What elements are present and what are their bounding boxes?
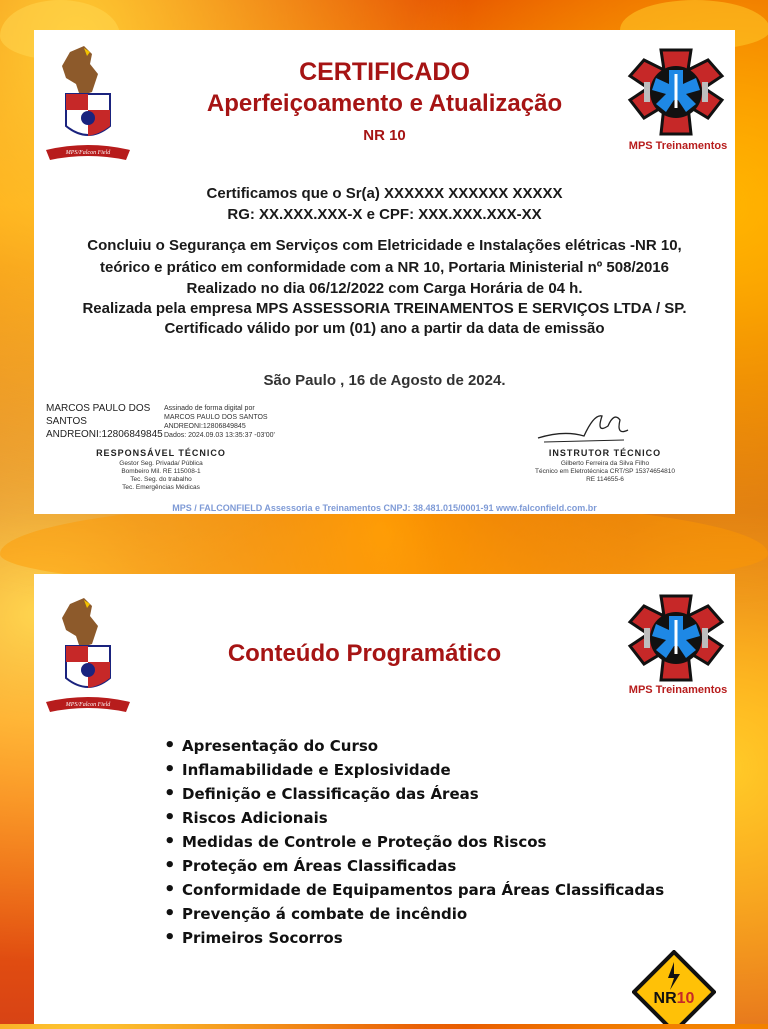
list-item: • Conformidade de Equipamentos para Áreas Classificadas	[182, 878, 664, 902]
content-list	[162, 734, 664, 950]
documents-line: RG: XX.XXX.XXX-X e CPF: XXX.XXX.XXX-XX	[227, 206, 542, 223]
content-card	[34, 574, 735, 1024]
list-item: • Definição e Classificação das Áreas	[182, 782, 664, 806]
recipient-line: Certificamos que o Sr(a) XXXXXX XXXXXX XXXXX	[206, 185, 563, 202]
brand-left-label: MPS/Falcon Field	[65, 150, 111, 156]
brand-left-label: MPS/Falcon Field	[65, 702, 111, 708]
list-item: • Proteção em Áreas Classificadas	[182, 854, 664, 878]
list-item: • Primeiros Socorros	[182, 926, 664, 950]
list-item: • Prevenção á combate de incêndio	[182, 902, 664, 926]
brand-right-label: MPS Treinamentos	[628, 684, 728, 696]
brand-right-label: MPS Treinamentos	[628, 140, 728, 152]
list-item: • Medidas de Controle e Proteção dos Riscos	[182, 830, 664, 854]
responsible-credentials: Gestor Seg. Privada/ Pública Bombeiro Mil. RE 115008-1 Tec. Seg. do trabalho Tec. Emergências Médicas	[119, 460, 203, 491]
certificate-subtitle: Aperfeiçoamento e Atualização	[206, 90, 563, 117]
badge-text: NR	[653, 990, 677, 1007]
instructor-role: INSTRUTOR TÉCNICO	[548, 448, 662, 458]
list-item: • Apresentação do Curso	[182, 734, 664, 758]
list-item: • Inflamabilidade e Explosividade	[182, 758, 664, 782]
list-item: • Riscos Adicionais	[182, 806, 664, 830]
certificate-card	[34, 30, 735, 514]
responsible-role: RESPONSÁVEL TÉCNICO	[96, 448, 226, 458]
body-line: teórico e prático em conformidade com a NR 10, Portaria Ministerial nº 508/2016	[99, 259, 669, 276]
badge-number: 10	[676, 990, 695, 1007]
certificate-footer: MPS / FALCONFIELD Assessoria e Treinamentos CNPJ: 38.481.015/0001-91 www.falconfield.com.br	[172, 503, 597, 513]
body-line: Realizado no dia 06/12/2022 com Carga Horária de 04 h.	[186, 280, 583, 297]
handwritten-signature	[534, 406, 634, 446]
nr10-warning-badge-icon	[632, 950, 716, 1024]
body-line: Concluiu o Segurança em Serviços com Eletricidade e Instalações elétricas -NR 10,	[87, 237, 682, 254]
digital-signature-stamp: Assinado de forma digital por MARCOS PAULO DOS SANTOS ANDREONI:12806849845 Dados: 2024.09.03 13:35:37 -03'00'	[164, 405, 275, 439]
issue-date: São Paulo , 16 de Agosto de 2024.	[263, 372, 506, 389]
certificate-norm: NR 10	[363, 127, 406, 144]
instructor-credentials: Gilberto Ferreira da Silva Filho Técnico em Eletrotécnica CRT/SP 15374654810 RE 114655-6	[535, 460, 675, 483]
certificate-title: CERTIFICADO	[299, 58, 470, 86]
signer-left-name: MARCOS PAULO DOS SANTOS ANDREONI:12806849845	[46, 403, 163, 440]
body-line: Certificado válido por um (01) ano a partir da data de emissão	[164, 320, 605, 337]
content-title: Conteúdo Programático	[227, 640, 502, 667]
body-line: Realizada pela empresa MPS ASSESSORIA TREINAMENTOS E SERVIÇOS LTDA / SP.	[82, 300, 687, 317]
